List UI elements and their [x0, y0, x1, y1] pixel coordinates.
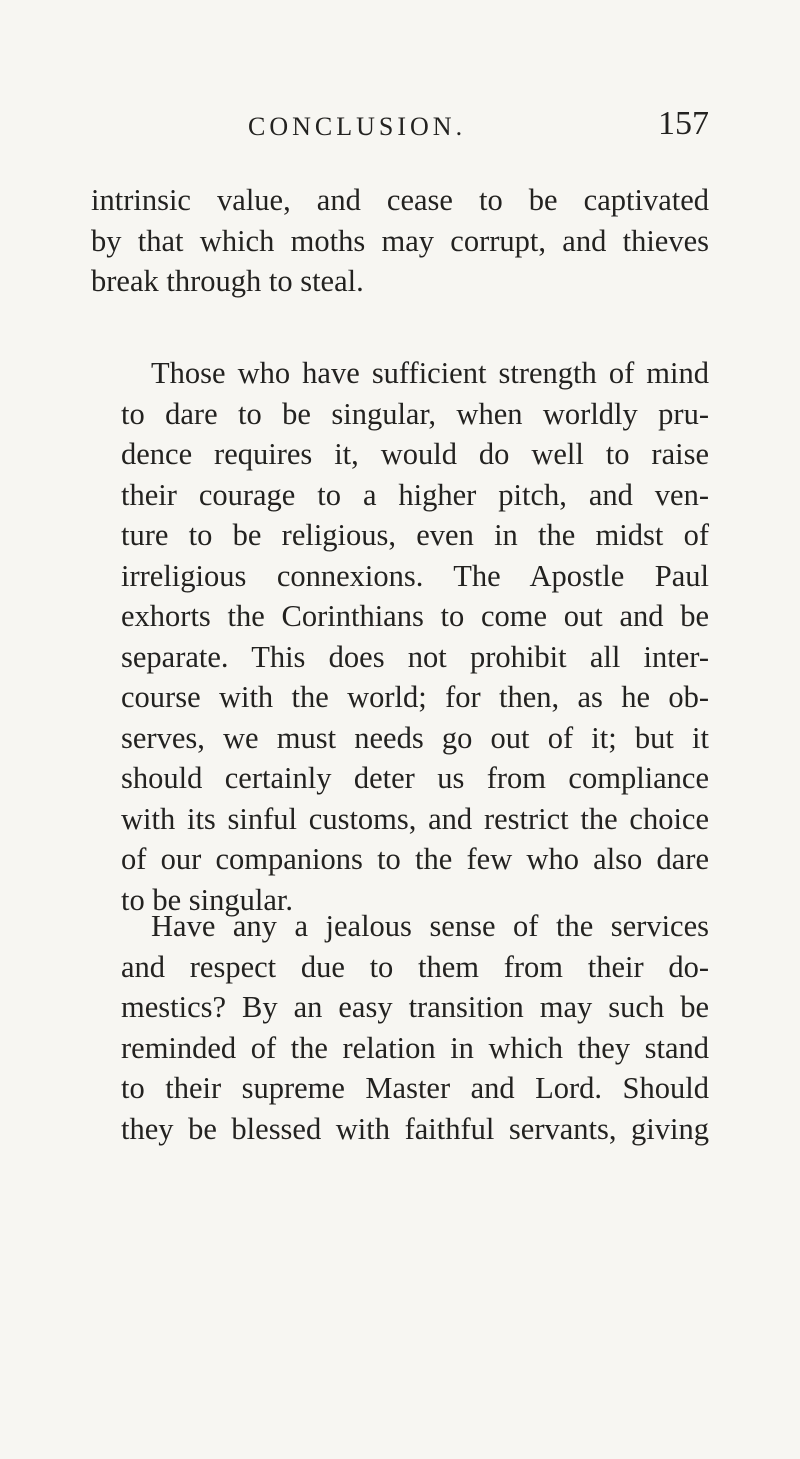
text-line: to dare to be singular, when worldly pru-: [121, 396, 709, 431]
paragraph-3: [91, 906, 709, 1149]
text-line: to their supreme Master and Lord. Should: [121, 1071, 709, 1105]
text-line: by that which moths may corrupt, and thieves: [91, 223, 709, 258]
text-line: intrinsic value, and cease to be captivated: [91, 183, 709, 217]
text-line: their courage to a higher pitch, and ven-: [121, 477, 709, 512]
page-header: [0, 104, 800, 154]
text-line: irreligious connexions. The Apostle Paul: [121, 558, 709, 593]
text-line: exhorts the Corinthians to come out and be: [121, 599, 709, 633]
text-line: reminded of the relation in which they stand: [121, 1030, 709, 1065]
page-number: 157: [658, 105, 709, 142]
text-line: they be blessed with faithful servants, giving: [121, 1111, 709, 1146]
text-line: of our companions to the few who also dare: [121, 842, 709, 876]
text-line: separate. This does not prohibit all inter-: [121, 639, 709, 674]
paragraph-2: [91, 353, 709, 920]
text-line: to be singular.: [121, 882, 293, 917]
text-line: should certainly deter us from compliance: [121, 761, 709, 795]
running-title: CONCLUSION.: [248, 112, 467, 141]
text-line: serves, we must needs go out of it; but it: [121, 720, 709, 755]
text-line: dence requires it, would do well to raise: [121, 437, 709, 471]
text-line: Have any a jealous sense of the services: [151, 909, 709, 943]
text-line: Those who have sufficient strength of mind: [151, 356, 709, 390]
text-line: and respect due to them from their do-: [121, 949, 709, 984]
text-line: break through to steal.: [91, 264, 364, 298]
paragraph-1: [91, 180, 709, 302]
text-line: ture to be religious, even in the midst of: [121, 518, 709, 552]
text-line: course with the world; for then, as he ob-: [121, 680, 709, 714]
text-line: mestics? By an easy transition may such be: [121, 990, 709, 1024]
text-line: with its sinful customs, and restrict the choice: [121, 801, 709, 836]
